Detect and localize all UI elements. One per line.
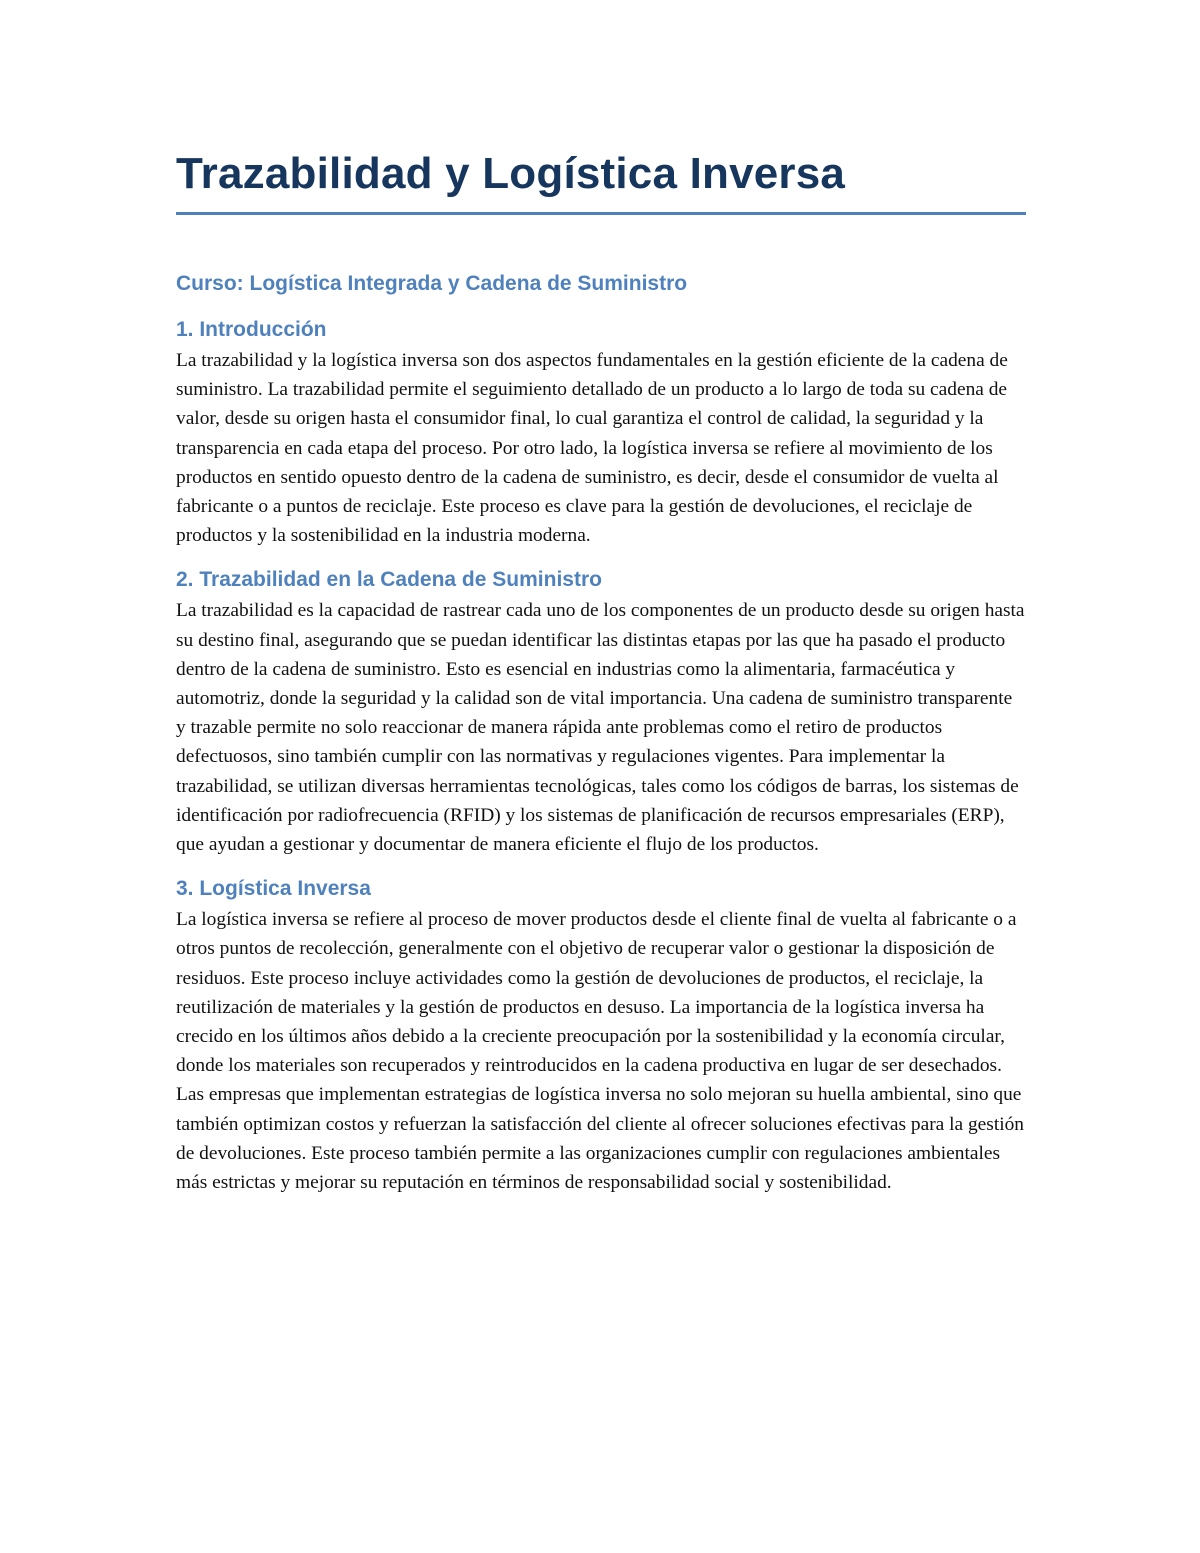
title-underline xyxy=(176,212,1026,215)
document-title: Trazabilidad y Logística Inversa xyxy=(176,149,846,198)
section-heading: 3. Logística Inversa xyxy=(176,877,371,901)
section-logistica-inversa xyxy=(176,873,1026,1197)
section-heading: 2. Trazabilidad en la Cadena de Suministro xyxy=(176,568,602,592)
document-body xyxy=(176,140,1026,1197)
section-heading: 1. Introducción xyxy=(176,318,327,341)
section-paragraph: La trazabilidad y la logística inversa son dos aspectos fundamentales en la gestión eficiente de la cadena de suministro. La trazabilidad permite el seguimiento detallado de un producto a lo largo de toda su cadena de valor, desde su origen hasta el consumidor final, lo cual garantiza el control de calidad, la seguridad y la transparencia en cada etapa del proceso. Por otro lado, la logística inversa se refiere al movimiento de los productos en sentido opuesto dentro de la cadena de suministro, es decir, desde el consumidor de vuelta al fabricante o a puntos de reciclaje. Este proceso es clave para la gestión de devoluciones, el reciclaje de productos y la sostenibilidad en la industria moderna. xyxy=(176,350,1008,547)
section-trazabilidad xyxy=(176,564,1026,859)
section-paragraph: La logística inversa se refiere al proceso de mover productos desde el cliente final de vuelta al fabricante o a otros puntos de recolección, generalmente con el objetivo de recuperar valor o gestionar la disposición de residuos. Este proceso incluye actividades como la gestión de devoluciones de productos, el reciclaje, la reutilización de materiales y la gestión de productos en desuso. La importancia de la logística inversa ha crecido en los últimos años debido a la creciente preocupación por la sostenibilidad y la economía circular, donde los materiales son recuperados y reintroducidos en la cadena productiva en lugar de ser desechados. Las empresas que implementan estrategias de logística inversa no solo mejoran su huella ambiental, sino que también optimizan costos y refuerzan la satisfacción del cliente al ofrecer soluciones efectivas para la gestión de devoluciones. Este proceso también permite a las organizaciones cumplir con regulaciones ambientales más estrictas y mejorar su reputación en términos de responsabilidad social y sostenibilidad. xyxy=(176,909,1024,1194)
course-subtitle: Curso: Logística Integrada y Cadena de Suministro xyxy=(176,272,688,295)
section-paragraph: La trazabilidad es la capacidad de rastrear cada uno de los componentes de un producto desde su origen hasta su destino final, asegurando que se puedan identificar las distintas etapas por las que ha pasado el producto dentro de la cadena de suministro. Esto es esencial en industrias como la alimentaria, farmacéutica y automotriz, donde la seguridad y la calidad son de vital importancia. Una cadena de suministro transparente y trazable permite no solo reaccionar de manera rápida ante problemas como el retiro de productos defectuosos, sino también cumplir con las normativas y regulaciones vigentes. Para implementar la trazabilidad, se utilizan diversas herramientas tecnológicas, tales como los códigos de barras, los sistemas de identificación por radiofrecuencia (RFID) y los sistemas de planificación de recursos empresariales (ERP), que ayudan a gestionar y documentar de manera eficiente el flujo de los productos. xyxy=(176,600,1025,856)
section-introduccion xyxy=(176,314,1026,550)
